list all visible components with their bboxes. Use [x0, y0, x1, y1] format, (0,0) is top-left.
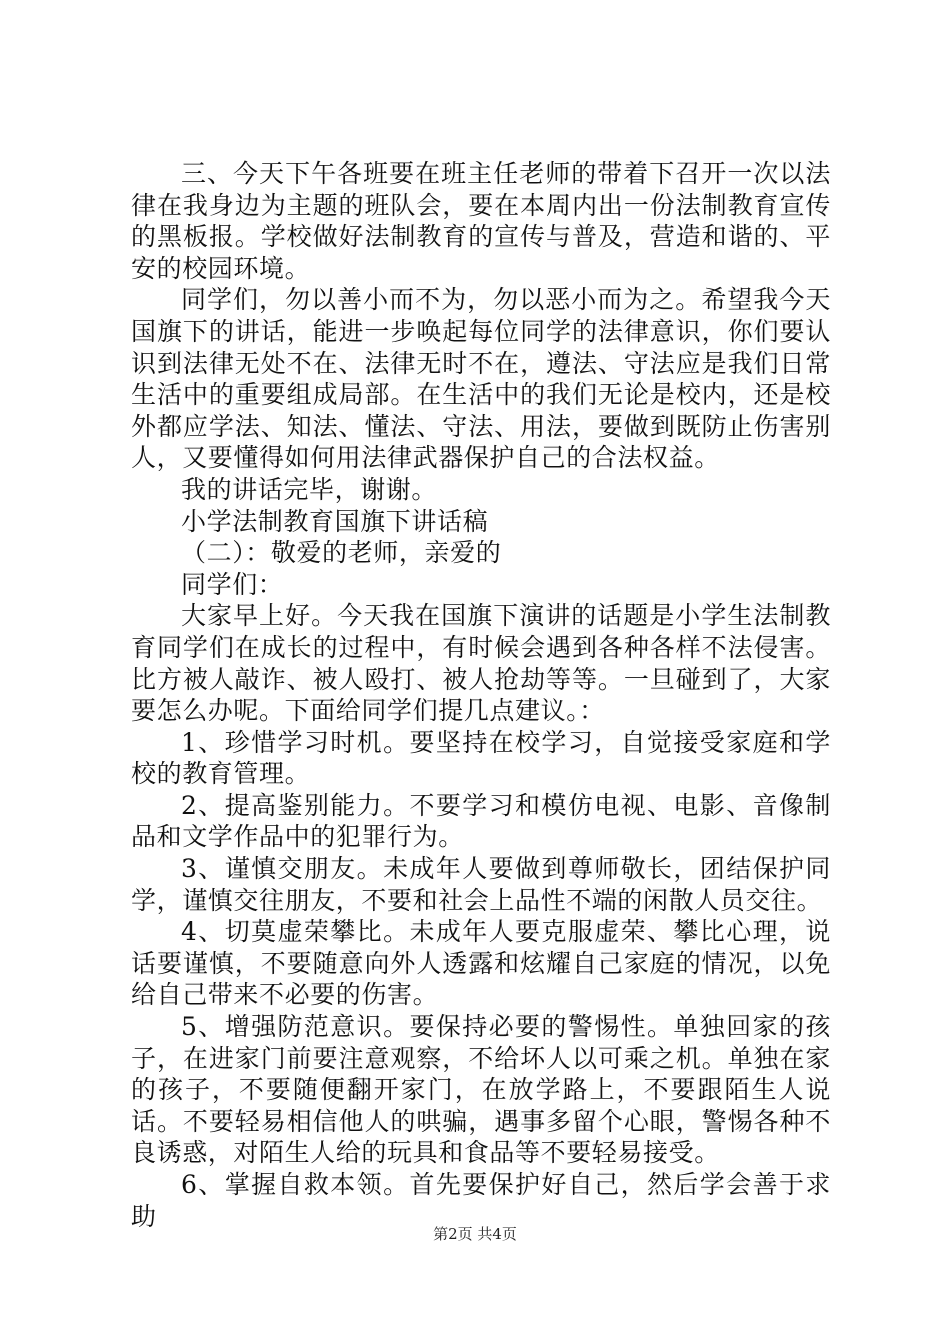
- suggestion-4: 4、切莫虚荣攀比。未成年人要克服虚荣、攀比心理，说话要谨慎，不要随意向外人透露和炫耀自己家庭的情况，以免给自己带来不必要的伤害。: [131, 917, 831, 1010]
- suggestion-6: 6、掌握自救本领。首先要保护好自己，然后学会善于求助: [131, 1170, 831, 1231]
- suggestion-3: 3、谨慎交朋友。未成年人要做到尊师敬长，团结保护同学，谨慎交往朋友，不要和社会上品性不端的闲散人员交往。: [131, 854, 831, 915]
- section-subtitle: （二）：敬爱的老师，亲爱的: [181, 538, 502, 568]
- paragraph-classmates: 同学们，勿以善小而不为，勿以恶小而为之。希望我今天国旗下的讲话，能进一步唤起每位同学的法律意识，你们要认识到法律无处不在、法律无时不在，遵法、守法应是我们日常生活中的重要组成局部。在生活中的我们无论是校内，还是校外都应学法、知法、懂法、守法、用法，要做到既防止伤害别人，又要懂得如何用法律武器保护自己的合法权益。: [131, 285, 831, 473]
- suggestion-1: 1、珍惜学习时机。要坚持在校学习，自觉接受家庭和学校的教育管理。: [131, 727, 831, 789]
- suggestion-2: 2、提高鉴别能力。不要学习和模仿电视、电影、音像制品和文学作品中的犯罪行为。: [131, 790, 831, 852]
- suggestion-5: 5、增强防范意识。要保持必要的警惕性。单独回家的孩子，在进家门前要注意观察，不给坏人以可乘之机。单独在家的孩子，不要随便翻开家门，在放学路上，不要跟陌生人说话。不要轻易相信他人的哄骗，遇事多留个心眼，警惕各种不良诱惑，对陌生人给的玩具和食品等不要轻易接受。: [131, 1012, 831, 1168]
- paragraph-item-3: 三、今天下午各班要在班主任老师的带着下召开一次以法律在我身边为主题的班队会，要在本周内出一份法制教育宣传的黑板报。学校做好法制教育的宣传与普及，营造和谐的、平安的校园环境。: [131, 159, 831, 283]
- greeting: 同学们：: [181, 569, 284, 599]
- paragraph-intro: 大家早上好。今天我在国旗下演讲的话题是小学生法制教育同学们在成长的过程中，有时候会遇到各种各样不法侵害。比方被人敲诈、被人殴打、被人抢劫等等。一旦碰到了，大家要怎么办呢。下面给同学们提几点建议。：: [131, 601, 831, 726]
- paragraph-closing: 我的讲话完毕，谢谢。: [181, 474, 438, 504]
- page-number: 第2页 共4页: [433, 1225, 517, 1243]
- document-body: [131, 158, 831, 1232]
- section-title: 小学法制教育国旗下讲话稿: [181, 506, 489, 536]
